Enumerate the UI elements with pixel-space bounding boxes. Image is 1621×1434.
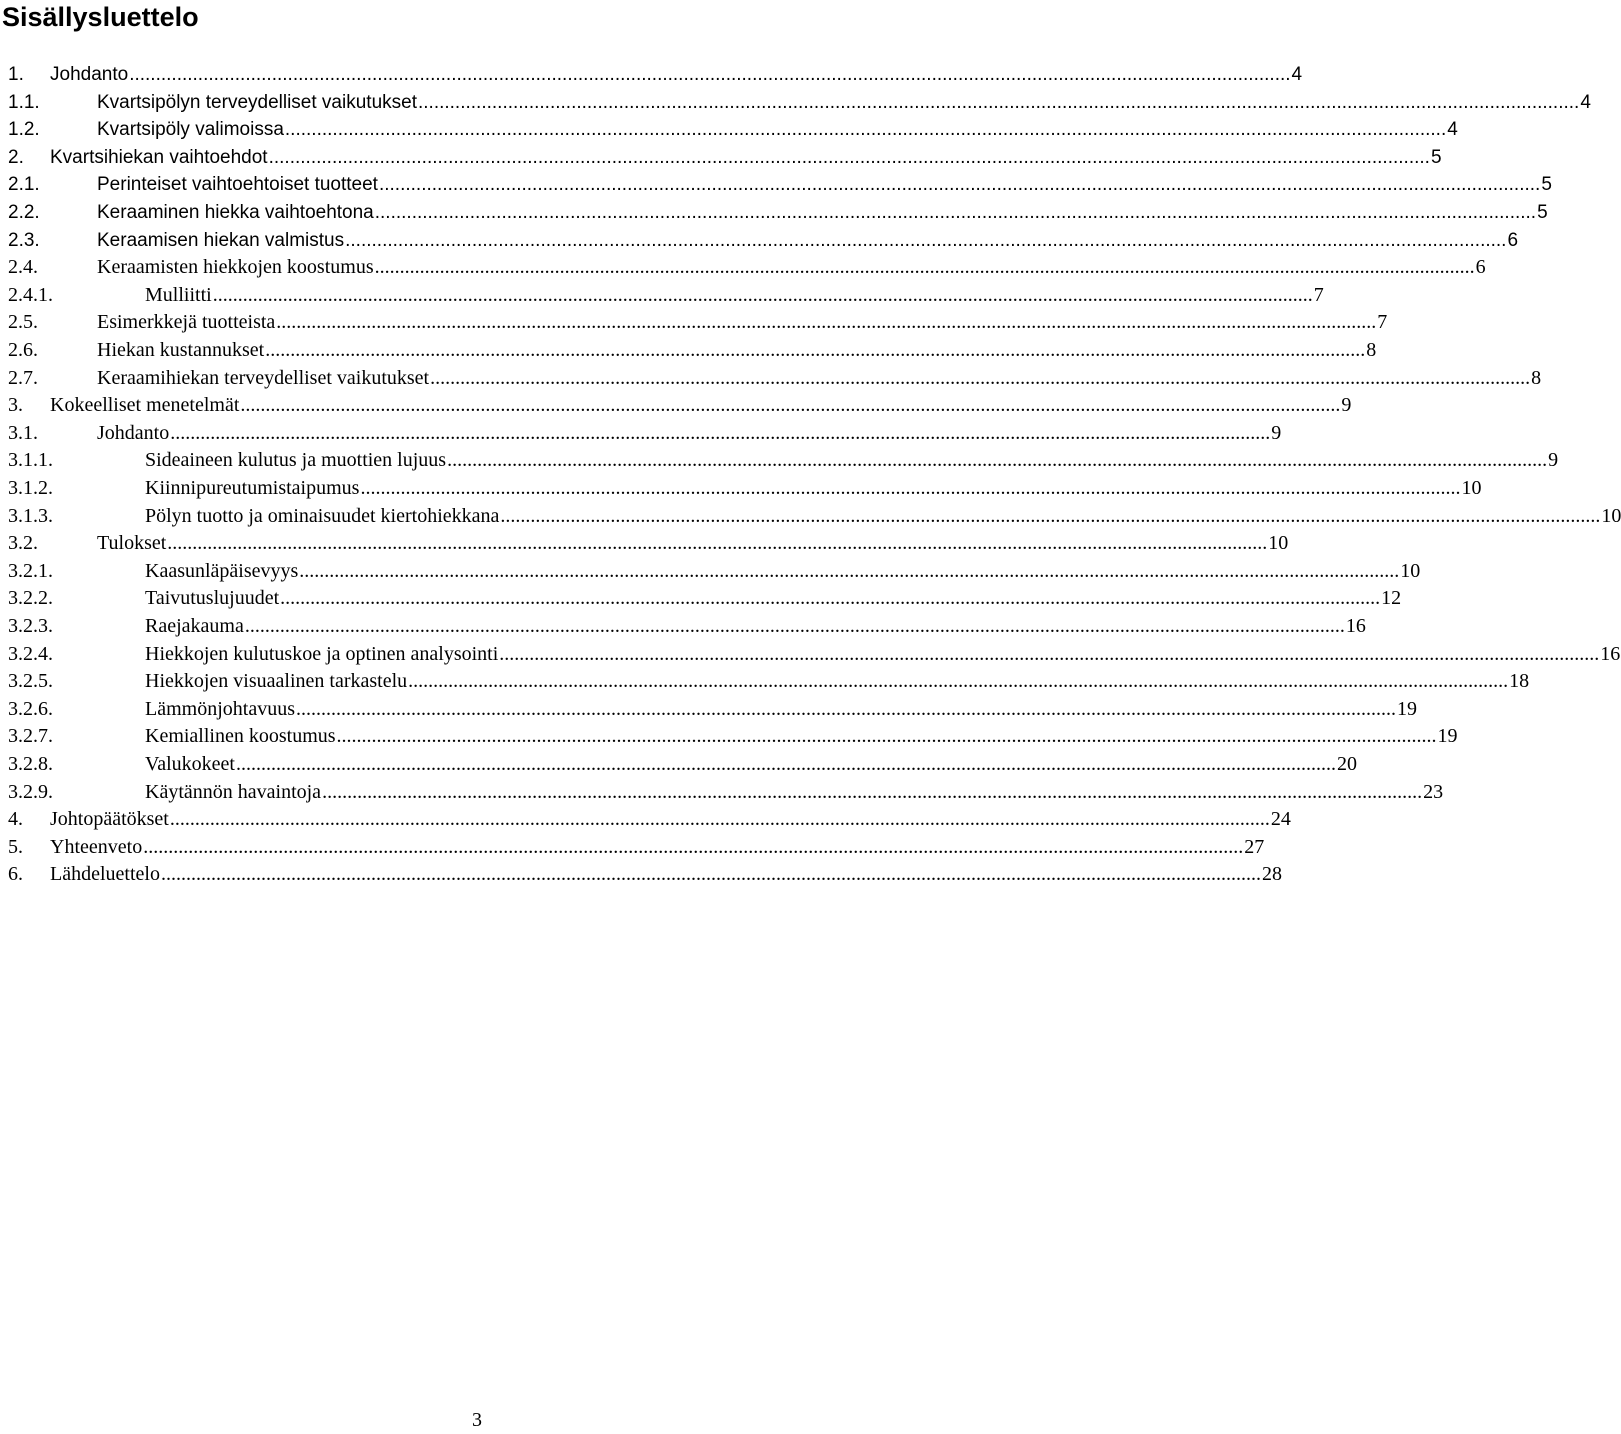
toc-entry-label: Sideaineen kulutus ja muottien lujuus [145, 449, 447, 472]
toc-entry[interactable] [0, 585, 1402, 612]
toc-entry-label: Tulokset [97, 532, 167, 555]
toc-entry-number: 3.2.2. [8, 587, 53, 610]
toc-entry-number: 3.2.5. [8, 670, 53, 693]
toc-entry[interactable] [0, 254, 1486, 281]
toc-entry[interactable] [0, 613, 1366, 640]
toc-entry[interactable] [0, 641, 1621, 668]
toc-leader-dots: ............................................................................................................................................................................................................................ [374, 202, 1537, 223]
toc-entry-label: Hiekan kustannukset [97, 339, 265, 361]
page-number: 3 [472, 1409, 482, 1431]
toc-entry-page: 8 [1366, 339, 1377, 361]
toc-leader-dots: ............................................................................................................................................................................................................................ [360, 477, 1461, 499]
toc-entry-page: 24 [1270, 808, 1291, 831]
toc-entry-label: Kvartsihiekan vaihtoehdot [50, 146, 268, 168]
toc-entry-label: Esimerkkejä tuotteista [97, 311, 276, 334]
toc-leader-dots: ............................................................................................................................................................................................................................ [244, 615, 1345, 637]
toc-entry-number: 3.2.4. [8, 642, 53, 665]
toc-leader-dots: ............................................................................................................................................................................................................................ [284, 119, 1447, 141]
toc-entry-page: 16 [1600, 642, 1621, 665]
toc-leader-dots: ............................................................................................................................................................................................................................ [322, 780, 1423, 803]
toc-entry-number: 1.2. [8, 119, 40, 141]
toc-entry[interactable] [0, 696, 1417, 723]
toc-leader-dots: ............................................................................................................................................................................................................................ [336, 725, 1437, 748]
toc-leader-dots: ............................................................................................................................................................................................................................ [265, 339, 1366, 361]
toc-entry-page: 4 [1580, 91, 1591, 113]
toc-entry-number: 2.2. [8, 202, 40, 223]
toc-leader-dots: ............................................................................................................................................................................................................................ [276, 311, 1377, 334]
toc-entry-number: 5. [8, 835, 23, 858]
toc-entry-number: 3. [8, 394, 23, 417]
toc-entry-number: 2.4.1. [8, 283, 53, 306]
toc-entry-label: Hiekkojen kulutuskoe ja optinen analysointi [145, 642, 499, 665]
toc-entry-number: 3.1.1. [8, 449, 53, 472]
toc-entry-page: 10 [1268, 532, 1289, 555]
toc-entry-number: 4. [8, 808, 23, 831]
toc-entry[interactable] [0, 475, 1482, 502]
toc-entry[interactable] [0, 282, 1324, 309]
toc-entry[interactable] [0, 751, 1357, 778]
toc-entry-page: 4 [1447, 119, 1458, 141]
toc-entry-page: 19 [1396, 697, 1417, 720]
toc-entry-number: 3.2.3. [8, 615, 53, 637]
toc-entry-label: Kemiallinen koostumus [145, 725, 336, 748]
toc-title: Sisällysluettelo [2, 2, 199, 32]
toc-entry-page: 7 [1313, 283, 1324, 306]
toc-entry-label: Lämmönjohtavuus [145, 697, 295, 720]
toc-leader-dots: ............................................................................................................................................................................................................................ [235, 753, 1336, 775]
toc-entry-label: Mulliitti [145, 283, 212, 306]
toc-entry-label: Kvartsipöly valimoissa [97, 119, 284, 141]
toc-entry-number: 2.1. [8, 174, 40, 196]
toc-entry-page: 9 [1341, 394, 1352, 417]
toc-entry[interactable] [0, 144, 1442, 171]
toc-entry[interactable] [0, 834, 1265, 861]
toc-leader-dots: ............................................................................................................................................................................................................................ [129, 64, 1291, 85]
toc-entry[interactable] [0, 227, 1519, 254]
toc-entry-label: Pölyn tuotto ja ominaisuudet kiertohiekkana [145, 504, 500, 527]
toc-entry-page: 7 [1377, 311, 1388, 334]
toc-leader-dots: ............................................................................................................................................................................................................................ [430, 366, 1531, 389]
toc-entry[interactable] [0, 806, 1291, 833]
toc-entry[interactable] [0, 530, 1289, 557]
toc-entry[interactable] [0, 861, 1282, 888]
toc-entry-page: 10 [1400, 559, 1421, 582]
toc-entry-number: 6. [8, 863, 23, 886]
toc-entry-page: 20 [1336, 753, 1357, 775]
toc-entry-label: Käytännön havaintoja [145, 780, 322, 803]
toc-entry[interactable] [0, 392, 1352, 419]
toc-entry-page: 12 [1381, 587, 1402, 610]
toc-leader-dots: ............................................................................................................................................................................................................................ [500, 504, 1601, 527]
toc-leader-dots: ............................................................................................................................................................................................................................ [268, 146, 1430, 168]
toc-leader-dots: ............................................................................................................................................................................................................................ [447, 449, 1548, 472]
toc-leader-dots: ............................................................................................................................................................................................................................ [170, 421, 1271, 444]
toc-entry-page: 18 [1509, 670, 1530, 693]
toc-entry-number: 3.2.7. [8, 725, 53, 748]
toc-entry-label: Lähdeluettelo [50, 863, 160, 886]
toc-entry[interactable] [0, 61, 1303, 88]
toc-entry-number: 3.1. [8, 421, 38, 444]
toc-entry-number: 3.1.3. [8, 504, 53, 527]
toc-entry-page: 6 [1507, 229, 1519, 251]
toc-entry-number: 3.2.8. [8, 753, 53, 775]
toc-leader-dots: ............................................................................................................................................................................................................................ [280, 587, 1381, 610]
toc-entry[interactable] [0, 199, 1548, 226]
toc-entry-label: Johdanto [97, 421, 170, 444]
toc-leader-dots: ............................................................................................................................................................................................................................ [143, 835, 1244, 858]
toc-entry-label: Keraamihiekan terveydelliset vaikutukset [97, 366, 430, 389]
toc-entry-label: Yhteenveto [50, 835, 143, 858]
toc-entry-number: 3.2.1. [8, 559, 53, 582]
toc-entry-page: 5 [1430, 146, 1442, 168]
toc-entry[interactable] [0, 447, 1559, 474]
toc-entry-label: Johdanto [50, 64, 129, 85]
toc-entry[interactable] [0, 558, 1421, 585]
toc-entry[interactable] [0, 89, 1591, 116]
toc-leader-dots: ............................................................................................................................................................................................................................ [378, 174, 1541, 196]
toc-entry-number: 3.1.2. [8, 477, 53, 499]
toc-entry-page: 10 [1461, 477, 1482, 499]
toc-entry-page: 9 [1548, 449, 1559, 472]
toc-entry-page: 16 [1345, 615, 1366, 637]
toc-leader-dots: ............................................................................................................................................................................................................................ [295, 697, 1396, 720]
toc-entry[interactable] [0, 365, 1542, 392]
toc-entry[interactable] [0, 668, 1530, 695]
toc-entry-page: 8 [1531, 366, 1542, 389]
toc-entry-page: 5 [1537, 202, 1548, 223]
toc-entry-page: 6 [1475, 256, 1486, 279]
toc-leader-dots: ............................................................................................................................................................................................................................ [167, 532, 1268, 555]
toc-entry-number: 2.6. [8, 339, 38, 361]
toc-entry-label: Valukokeet [145, 753, 235, 775]
toc-entry-page: 19 [1437, 725, 1458, 748]
toc-entry-page: 10 [1601, 504, 1621, 527]
toc-leader-dots: ............................................................................................................................................................................................................................ [417, 91, 1580, 113]
toc-leader-dots: ............................................................................................................................................................................................................................ [499, 642, 1600, 665]
toc-leader-dots: ............................................................................................................................................................................................................................ [374, 256, 1475, 279]
toc-entry-number: 1. [8, 64, 24, 85]
toc-entry-label: Hiekkojen visuaalinen tarkastelu [145, 670, 408, 693]
toc-entry[interactable] [0, 309, 1388, 336]
toc-entry[interactable] [0, 420, 1282, 447]
toc-entry[interactable] [0, 503, 1621, 530]
toc-leader-dots: ............................................................................................................................................................................................................................ [169, 808, 1270, 831]
toc-entry-number: 1.1. [8, 91, 40, 113]
toc-leader-dots: ............................................................................................................................................................................................................................ [160, 863, 1261, 886]
toc-entry[interactable] [0, 723, 1458, 750]
toc-entry-label: Johtopäätökset [50, 808, 169, 831]
toc-entry-label: Kiinnipureutumistaipumus [145, 477, 360, 499]
toc-entry-label: Raejakauma [145, 615, 244, 637]
toc-entry-page: 4 [1291, 64, 1303, 85]
toc-entry-page: 5 [1541, 174, 1552, 196]
toc-entry[interactable] [0, 337, 1377, 364]
toc-entry-label: Kaasunläpäisevyys [145, 559, 299, 582]
toc-entry-page: 23 [1423, 780, 1444, 803]
toc-entry-page: 9 [1271, 421, 1282, 444]
toc-entry-label: Perinteiset vaihtoehtoiset tuotteet [97, 174, 378, 196]
toc-entry-label: Taivutuslujuudet [145, 587, 280, 610]
toc-entry-number: 2.5. [8, 311, 38, 334]
toc-entry[interactable] [0, 779, 1444, 806]
toc-entry-number: 2.7. [8, 366, 38, 389]
toc-entry-label: Keraamisen hiekan valmistus [97, 229, 345, 251]
toc-leader-dots: ............................................................................................................................................................................................................................ [345, 229, 1507, 251]
toc-entry-number: 2. [8, 146, 24, 168]
toc-leader-dots: ............................................................................................................................................................................................................................ [408, 670, 1509, 693]
toc-entry-label: Keraaminen hiekka vaihtoehtona [97, 202, 374, 223]
toc-leader-dots: ............................................................................................................................................................................................................................ [212, 283, 1313, 306]
toc-entry-label: Kokeelliset menetelmät [50, 394, 240, 417]
toc-leader-dots: ............................................................................................................................................................................................................................ [240, 394, 1341, 417]
toc-entry-page: 27 [1244, 835, 1265, 858]
toc-entry-label: Kvartsipölyn terveydelliset vaikutukset [97, 91, 417, 113]
toc-entry-number: 2.3. [8, 229, 40, 251]
toc-entry-number: 3.2. [8, 532, 38, 555]
toc-leader-dots: ............................................................................................................................................................................................................................ [299, 559, 1400, 582]
toc-entry[interactable] [0, 171, 1552, 198]
toc-entry-number: 2.4. [8, 256, 38, 279]
toc-entry-label: Keraamisten hiekkojen koostumus [97, 256, 374, 279]
toc-entry-number: 3.2.6. [8, 697, 53, 720]
toc-entry[interactable] [0, 116, 1458, 143]
toc-entry-number: 3.2.9. [8, 780, 53, 803]
toc-entry-page: 28 [1261, 863, 1282, 886]
